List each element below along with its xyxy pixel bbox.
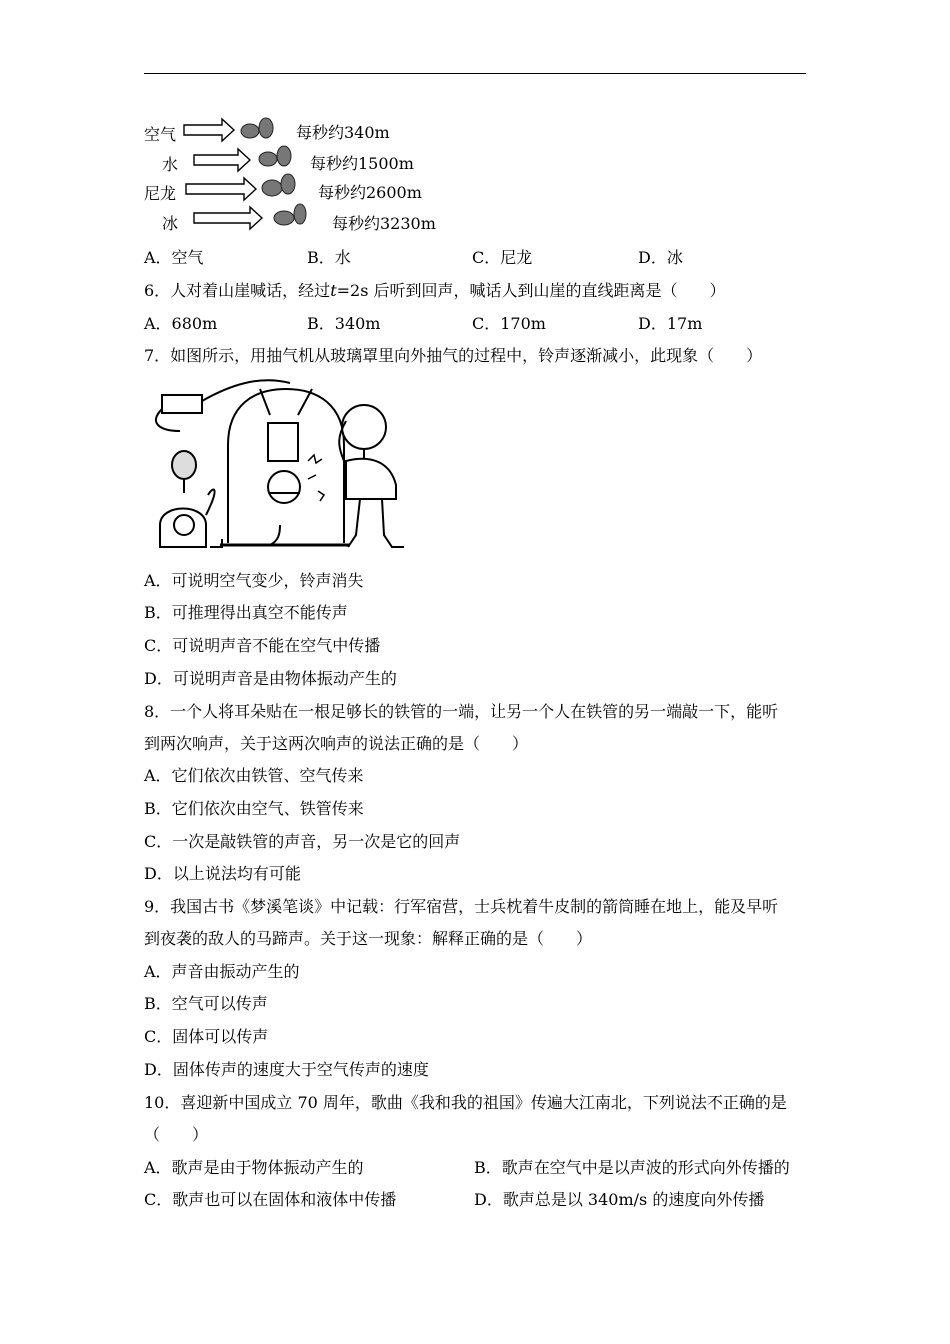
q7-option-a[interactable]: A．可说明空气变少，铃声消失 — [144, 571, 364, 590]
q7-stem: 7．如图所示，用抽气机从玻璃罩里向外抽气的过程中，铃声逐渐减小，此现象（ ） — [144, 346, 763, 365]
medium-label-nylon: 尼龙 — [144, 184, 177, 203]
arrow-water — [194, 149, 250, 171]
speed-ice: 每秒约3230m — [332, 214, 436, 233]
q6-option-a[interactable]: A．680m — [144, 314, 218, 333]
medium-label-water: 水 — [162, 155, 179, 174]
q10-option-d[interactable]: D．歌声总是以 340m/s 的速度向外传播 — [474, 1190, 765, 1209]
q9-option-c[interactable]: C．固体可以传声 — [144, 1027, 269, 1046]
q5-option-a[interactable]: A．空气 — [144, 248, 204, 267]
q7-option-c[interactable]: C．可说明声音不能在空气中传播 — [144, 636, 381, 655]
q9-stem-line2: 到夜袭的敌人的马蹄声。关于这一现象：解释正确的是（ ） — [144, 929, 593, 948]
q8-option-a[interactable]: A．它们依次由铁管、空气传来 — [144, 766, 364, 785]
q10-option-b[interactable]: B．歌声在空气中是以声波的形式向外传播的 — [474, 1158, 790, 1177]
q7-option-d[interactable]: D．可说明声音是由物体振动产生的 — [144, 669, 397, 688]
q10-stem-line1: 10．喜迎新中国成立 70 周年，歌曲《我和我的祖国》传遍大江南北，下列说法不正确的是 — [144, 1093, 787, 1112]
q8-option-c[interactable]: C．一次是敲铁管的声音，另一次是它的回声 — [144, 832, 461, 851]
speed-water: 每秒约1500m — [310, 154, 414, 173]
q10-stem-line2: （ ） — [144, 1125, 209, 1144]
person-body-icon — [346, 449, 396, 499]
arrow-air — [184, 119, 234, 141]
medium-label-air: 空气 — [144, 125, 177, 144]
bell-icon — [268, 471, 300, 503]
q9-option-d[interactable]: D．固体传声的速度大于空气传声的速度 — [144, 1060, 429, 1079]
glass-jar-icon — [228, 389, 344, 543]
q6-option-b[interactable]: B．340m — [307, 314, 381, 333]
speed-nylon: 每秒约2600m — [318, 183, 422, 202]
person-head-icon — [342, 405, 386, 449]
cotton-icon — [172, 451, 196, 479]
speed-air: 每秒约340m — [296, 123, 390, 142]
q6-options — [144, 314, 702, 334]
bell-jar-figure — [150, 375, 430, 557]
vacuum-pump-icon — [160, 479, 206, 547]
q9-option-a[interactable]: A．声音由振动产生的 — [144, 962, 300, 981]
q6-option-c[interactable]: C．170m — [472, 314, 546, 333]
medium-label-ice: 冰 — [162, 214, 179, 233]
q5-option-b[interactable]: B．水 — [307, 248, 351, 267]
q8-option-b[interactable]: B．它们依次由空气、铁管传来 — [144, 799, 364, 818]
q6-stem: 6．人对着山崖喊话，经过t=2s 后听到回声，喊话人到山崖的直线距离是（ ） — [144, 281, 726, 300]
q8-stem-line2: 到两次响声，关于这两次响声的说法正确的是（ ） — [144, 734, 529, 753]
battery-icon — [162, 395, 202, 413]
arrow-nylon — [186, 178, 256, 200]
q6-option-d[interactable]: D．17m — [638, 314, 703, 333]
q5-option-c[interactable]: C．尼龙 — [472, 248, 533, 267]
q5-option-d[interactable]: D．冰 — [638, 248, 683, 267]
q9-stem-line1: 9．我国古书《梦溪笔谈》中记载：行军宿营，士兵枕着牛皮制的箭筒睡在地上，能及早听 — [144, 897, 779, 916]
q10-option-c[interactable]: C．歌声也可以在固体和液体中传播 — [144, 1190, 397, 1209]
header-rule — [144, 73, 806, 74]
q7-option-b[interactable]: B．可推理得出真空不能传声 — [144, 603, 348, 622]
q10-option-a[interactable]: A．歌声是由于物体振动产生的 — [144, 1158, 364, 1177]
q8-stem-line1: 8．一个人将耳朵贴在一根足够长的铁管的一端，让另一个人在铁管的另一端敲一下，能听 — [144, 702, 779, 721]
q5-options — [144, 248, 683, 268]
q9-option-b[interactable]: B．空气可以传声 — [144, 994, 268, 1013]
bell-hammer-icon — [268, 423, 298, 461]
q8-option-d[interactable]: D．以上说法均有可能 — [144, 864, 301, 883]
arrow-ice — [194, 207, 262, 229]
speed-arrows-figure — [180, 115, 310, 235]
